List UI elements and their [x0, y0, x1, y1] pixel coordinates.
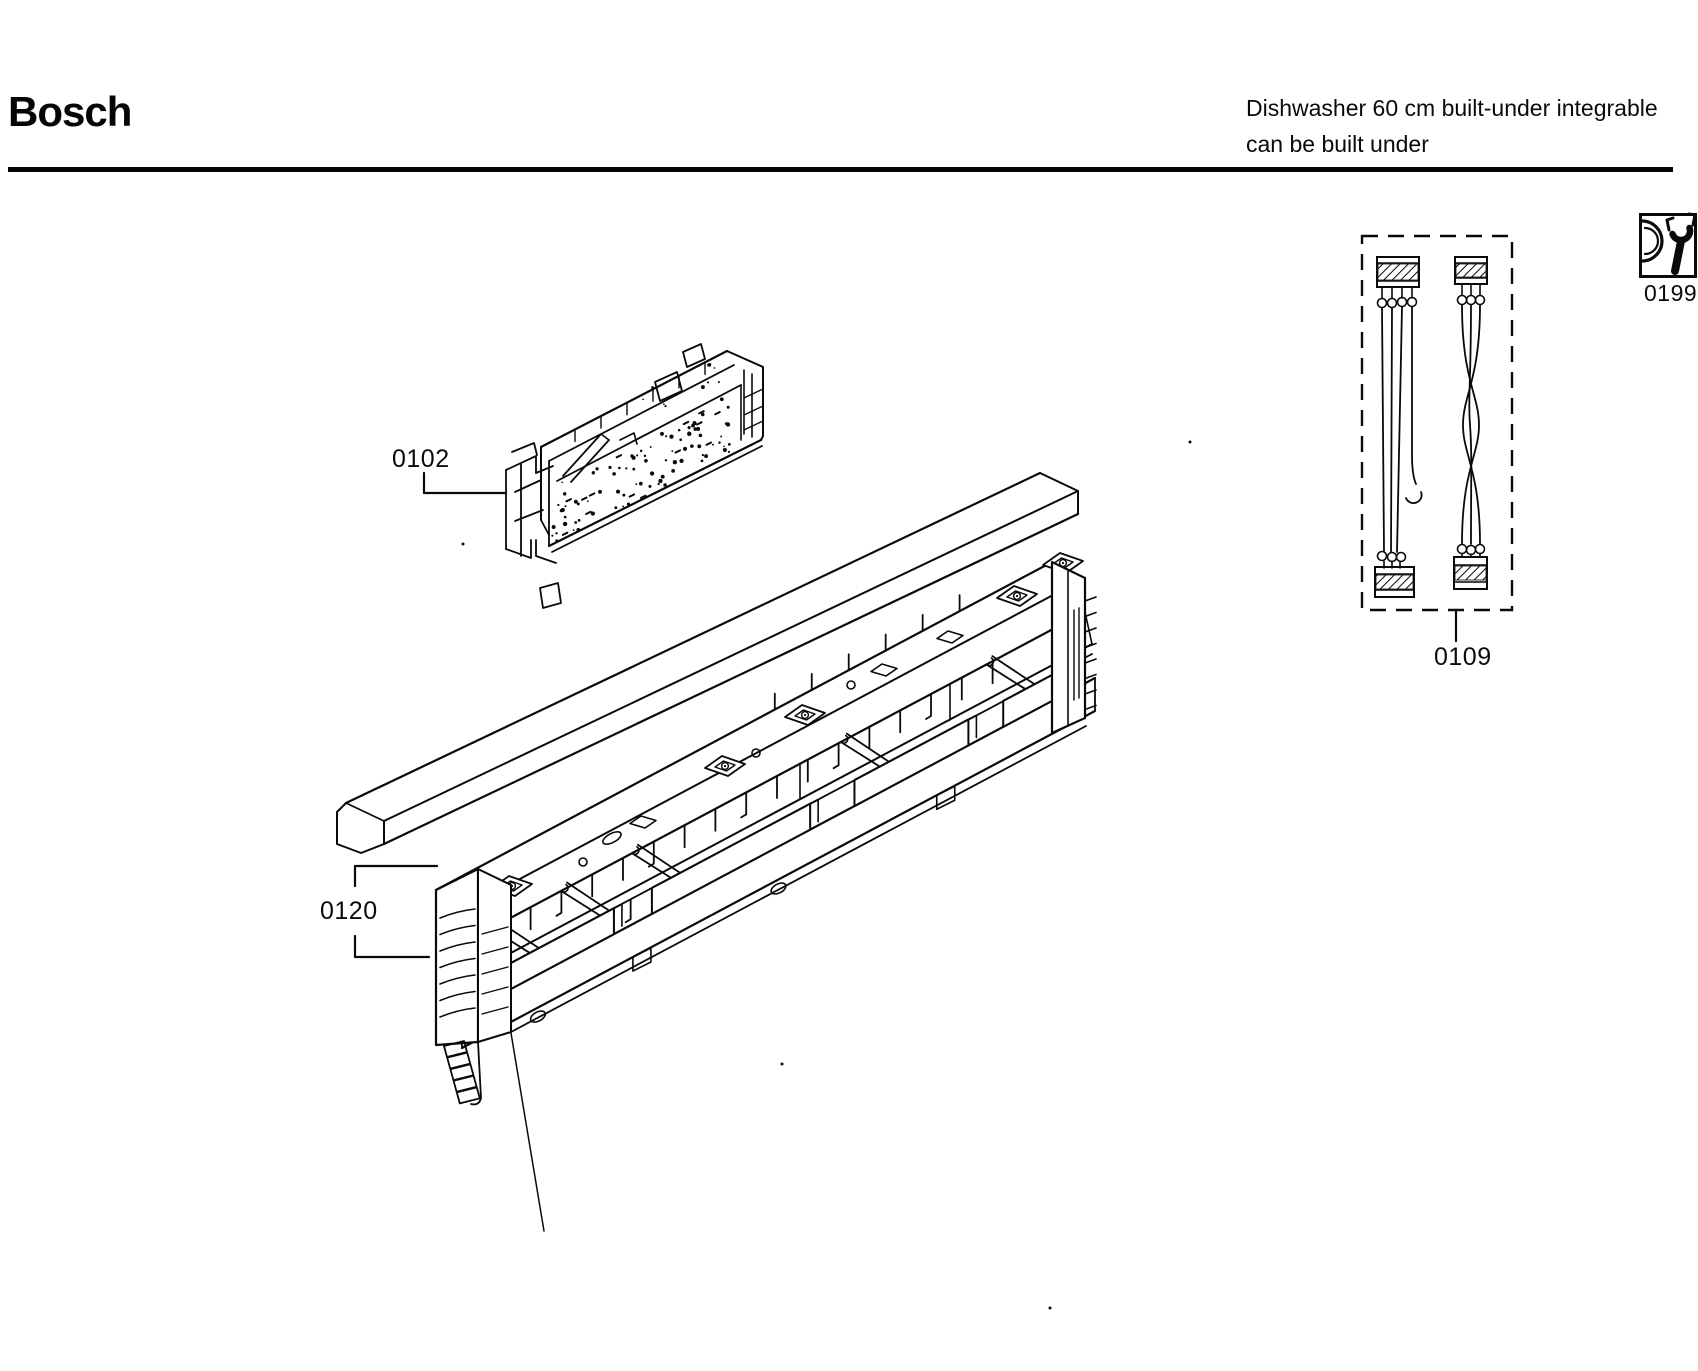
- cable-harness-drawing: [1362, 236, 1512, 641]
- brand-logo: Bosch: [8, 88, 132, 135]
- service-wrench-icon: [1641, 214, 1696, 277]
- part-label-0102: 0102: [392, 445, 450, 473]
- doc-title-line2: can be built under: [1246, 131, 1429, 157]
- part-label-0199: 0199: [1644, 280, 1698, 306]
- doc-title-line1: Dishwasher 60 cm built-under integrable: [1246, 95, 1658, 121]
- control-module-drawing: [424, 344, 763, 608]
- scan-specks: [462, 441, 1192, 1310]
- part-label-0120: 0120: [320, 897, 378, 925]
- control-panel-frame-drawing: [337, 473, 1096, 1231]
- part-label-0109: 0109: [1434, 643, 1492, 671]
